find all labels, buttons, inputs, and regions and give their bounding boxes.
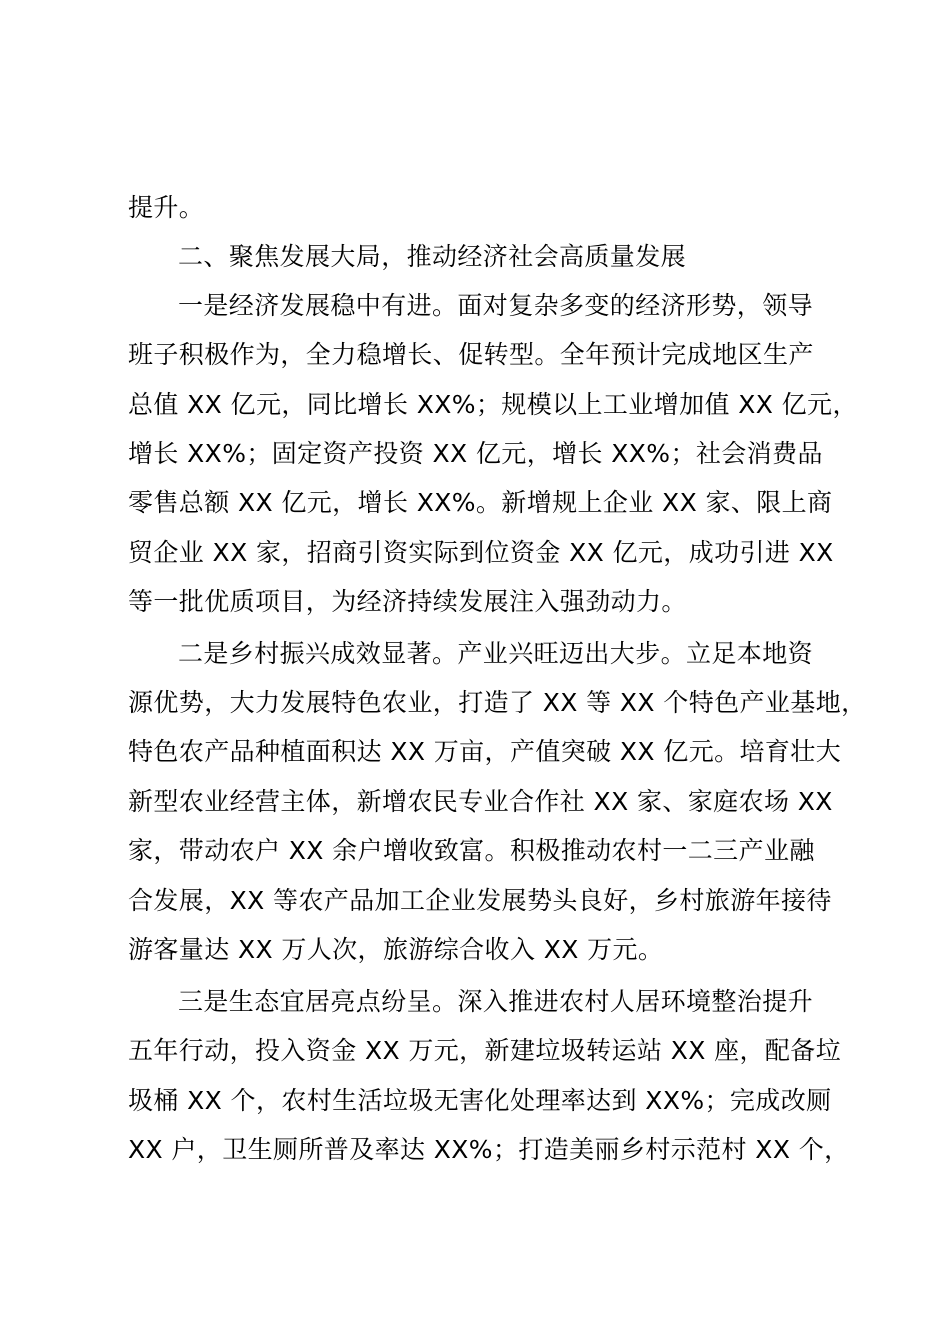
text-line: 合发展，XX 等农产品加工企业发展势头良好，乡村旅游年接待 (128, 886, 832, 915)
text-line: 零售总额 XX 亿元，增长 XX%。新增规上企业 XX 家、限上商 (128, 488, 833, 517)
text-line: 圾桶 XX 个，农村生活垃圾无害化处理率达到 XX%；完成改厕 (128, 1086, 832, 1115)
text-line: 家，带动农户 XX 余户增收致富。积极推动农村一二三产业融 (128, 836, 815, 865)
text-line: 五年行动，投入资金 XX 万元，新建垃圾转运站 XX 座，配备垃 (128, 1036, 842, 1065)
text-line: 班子积极作为，全力稳增长、促转型。全年预计完成地区生产 (128, 340, 814, 369)
text-line: 源优势，大力发展特色农业，打造了 XX 等 XX 个特色产业基地， (128, 688, 867, 717)
text-line: 增长 XX%；固定资产投资 XX 亿元，增长 XX%；社会消费品 (128, 439, 823, 468)
text-line: 一是经济发展稳中有进。面对复杂多变的经济形势，领导 (178, 291, 814, 320)
text-line: 新型农业经营主体，新增农民专业合作社 XX 家、家庭农场 XX (128, 787, 833, 816)
text-line: 提升。 (128, 193, 205, 222)
text-line: 等一批优质项目，为经济持续发展注入强劲动力。 (128, 587, 687, 616)
text-line: 总值 XX 亿元，同比增长 XX%；规模以上工业增加值 XX 亿元， (128, 390, 858, 419)
text-line: 三是生态宜居亮点纷呈。深入推进农村人居环境整治提升 (178, 987, 814, 1016)
text-line: 二是乡村振兴成效显著。产业兴旺迈出大步。立足本地资 (178, 639, 814, 668)
section-heading: 二、聚焦发展大局，推动经济社会高质量发展 (178, 242, 687, 271)
text-line: 贸企业 XX 家，招商引资实际到位资金 XX 亿元，成功引进 XX (128, 538, 834, 567)
text-line: XX 户，卫生厕所普及率达 XX%；打造美丽乡村示范村 XX 个， (128, 1135, 850, 1164)
text-line: 游客量达 XX 万人次，旅游综合收入 XX 万元。 (128, 935, 664, 964)
text-line: 特色农产品种植面积达 XX 万亩，产值突破 XX 亿元。培育壮大 (128, 737, 842, 766)
